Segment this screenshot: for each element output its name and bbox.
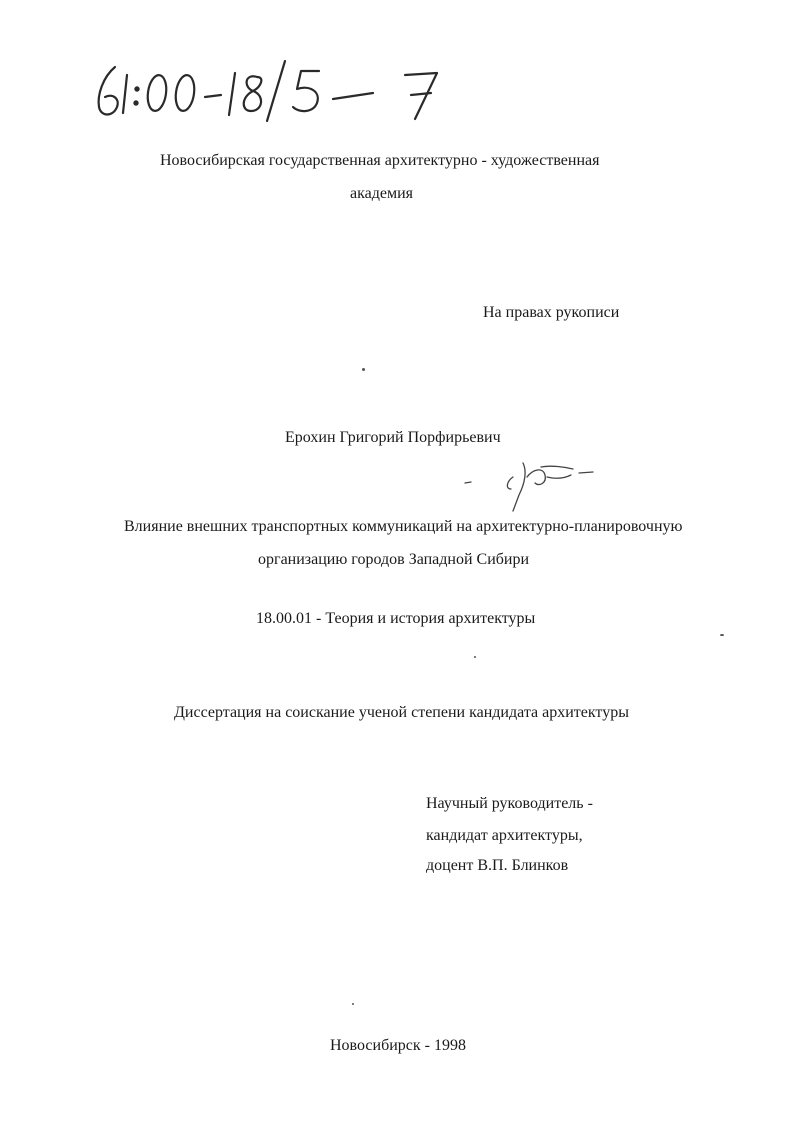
manuscript-rights: На правах рукописи [483,304,620,321]
scan-speck [352,1003,354,1005]
supervisor-line-1: Научный руководитель - [426,795,593,812]
scan-speck [362,368,365,371]
author-name: Ерохин Григорий Порфирьевич [285,429,501,446]
specialty-code: 18.00.01 - Теория и история архитектуры [256,610,536,627]
institution-line-2: академия [350,185,414,202]
supervisor-line-3: доцент В.П. Блинков [426,857,569,874]
signature [455,455,605,515]
handwritten-archive-number [85,55,455,125]
place-and-year: Новосибирск - 1998 [330,1037,466,1054]
scan-speck [720,634,724,636]
dissertation-title-line-2: организацию городов Западной Сибири [258,551,530,568]
scan-speck [474,656,476,658]
supervisor-line-2: кандидат архитектуры, [426,827,583,844]
institution-line-1: Новосибирская государственная архитектурно - художественная [160,152,600,169]
degree-statement: Диссертация на соискание ученой степени кандидата архитектуры [174,704,629,721]
dissertation-title-line-1: Влияние внешних транспортных коммуникаций на архитектурно-планировочную [124,518,683,535]
